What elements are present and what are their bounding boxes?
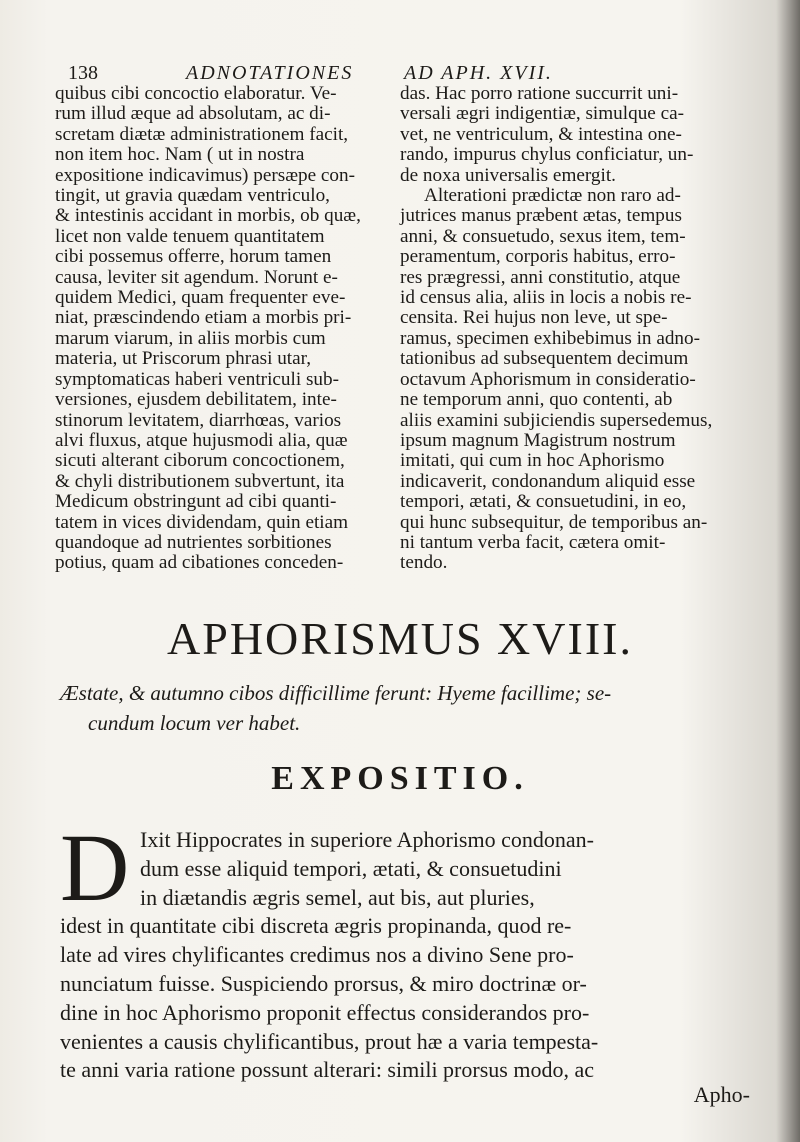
text-line: tationibus ad subsequentem decimum [400, 348, 689, 370]
text-line: peramentum, corporis habitus, erro- [400, 246, 676, 268]
text-line: ipsum magnum Magistrum nostrum [400, 429, 676, 451]
left-column [55, 84, 385, 574]
text-line: & intestinis accidant in morbis, ob quæ, [55, 205, 361, 227]
text-line: versiones, ejusdem debilitatem, inte- [55, 389, 337, 411]
body-line: idest in quantitate cibi discreta ægris propinanda, quod re- [60, 913, 572, 939]
text-line: qui hunc subsequitur, de temporibus an- [400, 511, 708, 533]
text-line: tempori, ætati, & consuetudini, in eo, [400, 491, 687, 513]
text-line: causa, leviter sit agendum. Norunt e- [55, 266, 338, 288]
aphorism-heading: APHORISMUS XVIII. [167, 613, 633, 664]
body-line: dine in hoc Aphorismo proponit effectus considerandos pro- [60, 999, 590, 1025]
text-line: quandoque ad nutrientes sorbitiones [55, 531, 332, 553]
text-line: aliis examini subjiciendis supersedemus, [400, 409, 713, 431]
expositio-heading: EXPOSITIO. [271, 760, 529, 797]
text-line: quidem Medici, quam frequenter eve- [55, 287, 346, 309]
two-column-text [55, 84, 745, 584]
text-line: expositione indicavimus) persæpe con- [55, 164, 356, 186]
text-line: Medicum obstringunt ad cibi quanti- [55, 491, 337, 513]
text-line: octavum Aphorismum in consideratio- [400, 368, 696, 390]
text-line: censita. Rei hujus non leve, ut spe- [400, 307, 668, 329]
text-line: indicaverit, condonandum aliquid esse [400, 470, 696, 492]
text-line: potius, quam ad cibationes conceden- [55, 552, 344, 574]
drop-capital: D [60, 814, 130, 921]
text-line: res prægressi, anni constitutio, atque [400, 266, 681, 288]
text-line: materia, ut Priscorum phrasi utar, [55, 348, 312, 370]
text-line: ramus, specimen exhibebimus in adno- [400, 327, 701, 349]
text-line: alvi fluxus, atque hujusmodi alia, quæ [55, 429, 348, 451]
text-line: tendo. [400, 552, 448, 574]
text-line: stinorum levitatem, diarrhœas, varios [55, 409, 342, 431]
body-line: nunciatum fuisse. Suspiciendo prorsus, & miro doctrinæ or- [60, 970, 587, 996]
aphorism-line: cundum locum ver habet. [88, 711, 301, 735]
text-line: jutrices manus præbent ætas, tempus [400, 205, 682, 227]
text-line: quibus cibi concoctio elaboratur. Ve- [55, 83, 337, 104]
catchword: Apho- [693, 1082, 750, 1107]
page-number: 138 [68, 62, 98, 84]
running-head [68, 60, 740, 84]
body-paragraph [60, 814, 750, 1085]
running-title-right: AD APH. XVII. [404, 62, 553, 84]
aphorism-text [60, 678, 750, 738]
body-line: late ad vires chylificantes credimus nos a divino Sene pro- [60, 942, 574, 968]
text-line: niat, præscindendo etiam a morbis pri- [55, 307, 352, 329]
text-line: versali ægri indigentiæ, simulque ca- [400, 103, 685, 125]
text-line: imitati, qui cum in hoc Aphorismo [400, 450, 665, 472]
text-line: licet non valde tenuem quantitatem [55, 225, 325, 247]
text-line: de noxa universalis emergit. [400, 164, 616, 186]
text-line: id census alia, aliis in locis a nobis re- [400, 287, 692, 309]
text-line: & chyli distributionem subvertunt, ita [55, 470, 345, 492]
text-line: symptomaticas haberi ventriculi sub- [55, 368, 340, 390]
text-line: tingit, ut gravia quædam ventriculo, [55, 185, 330, 207]
text-line: cibi possemus offerre, horum tamen [55, 246, 332, 268]
right-column [400, 84, 730, 574]
text-line: ne temporum anni, quo contenti, ab [400, 389, 673, 411]
text-line: scretam diætæ administrationem facit, [55, 123, 349, 145]
text-line: tatem in vices dividendam, quin etiam [55, 511, 349, 533]
text-line: das. Hac porro ratione succurrit uni- [400, 83, 679, 104]
text-line: marum viarum, in aliis morbis cum [55, 327, 326, 349]
text-line: vet, ne ventriculum, & intestina one- [400, 123, 682, 145]
text-line: rum illud æque ad absolutam, ac di- [55, 103, 331, 125]
text-line: rando, impurus chylus conficiatur, un- [400, 144, 694, 166]
running-title-left: ADNOTATIONES [186, 62, 354, 84]
text-line: anni, & consuetudo, sexus item, tem- [400, 225, 686, 247]
text-line: non item hoc. Nam ( ut in nostra [55, 144, 305, 166]
aphorism-line: Æstate, & autumno cibos difficillime ferunt: Hyeme facillime; se- [60, 681, 612, 705]
body-line: venientes a causis chylificantibus, prout hæ a varia tempesta- [60, 1028, 599, 1054]
body-line: Ixit Hippocrates in superiore Aphorismo condonan- [140, 827, 594, 852]
text-line: Alterationi prædictæ non raro ad- [424, 185, 681, 207]
body-line: te anni varia ratione possunt alterari: simili prorsus modo, ac [60, 1057, 594, 1083]
body-line: dum esse aliquid tempori, ætati, & consuetudini [140, 855, 562, 881]
body-line: in diætandis ægris semel, aut bis, aut pluries, [140, 884, 535, 910]
text-line: sicuti alterant ciborum concoctionem, [55, 450, 345, 472]
text-line: ni tantum verba facit, cætera omit- [400, 531, 666, 553]
